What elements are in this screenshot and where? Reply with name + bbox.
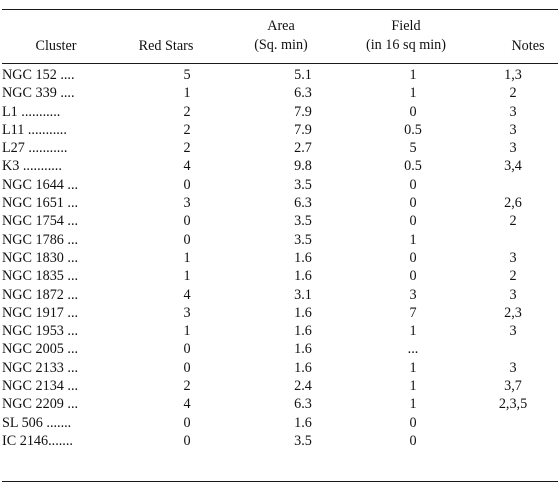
cluster-cell: NGC 1835 ... [2,268,79,285]
red-stars-cell: 3 [183,304,191,321]
area-cell: 3.5 [294,231,312,248]
field-cell: 0 [409,176,417,193]
cluster-cell: NGC 2209 ... [2,396,79,413]
red-stars-cell: 2 [183,103,191,120]
area-cell: 1.6 [294,323,312,340]
field-cell: 1 [409,67,417,83]
table-row [2,231,558,249]
area-cell: 1.6 [294,268,312,285]
field-cell: 0 [409,268,417,285]
cluster-cell: NGC 1651 ... [2,195,79,212]
field-cell: ... [407,341,419,358]
notes-cell: 1,3 [504,67,522,83]
area-cell: 5.1 [294,67,312,83]
notes-cell: 2 [509,213,517,230]
header-red-stars [114,37,218,56]
table-row [2,103,558,121]
table-row [2,212,558,230]
red-stars-cell: 2 [183,121,191,138]
notes-cell [468,414,558,432]
red-stars-cell: 0 [183,213,191,230]
area-cell: 3.1 [294,286,312,303]
cluster-cell: L11 ........... [2,121,67,138]
field-cell: 7 [409,304,417,321]
area-cell: 7.9 [294,121,312,138]
red-stars-cell: 4 [183,286,191,303]
cluster-cell: NGC 2133 ... [2,359,79,376]
red-stars-cell: 3 [183,195,191,212]
cluster-cell: NGC 1953 ... [2,323,79,340]
red-stars-cell: 1 [183,268,191,285]
field-cell: 0 [409,195,417,212]
red-stars-cell: 0 [183,341,191,358]
header-cluster [6,37,106,56]
table-row [2,176,558,194]
red-stars-cell: 1 [183,323,191,340]
notes-cell: 3 [509,103,517,120]
field-cell: 0.5 [404,121,422,138]
cluster-cell: NGC 1786 ... [2,231,79,248]
field-cell: 1 [409,231,417,248]
red-stars-cell: 2 [183,140,191,157]
notes-cell: 3,4 [504,158,522,175]
area-cell: 7.9 [294,103,312,120]
header-area-line1: Area [267,18,295,34]
notes-cell [468,432,558,450]
red-stars-cell: 0 [183,176,191,193]
notes-cell: 2,3,5 [498,396,528,413]
header-rule [2,63,558,64]
bottom-rule [2,481,558,482]
field-cell: 0.5 [404,158,422,175]
field-cell: 1 [409,323,417,340]
table-row [2,157,558,175]
field-cell: 0 [409,249,417,266]
table-row [2,304,558,322]
cluster-cell: NGC 1754 ... [2,213,79,230]
table-row [2,139,558,157]
notes-cell: 3 [509,121,517,138]
field-cell: 5 [409,140,417,157]
cluster-cell: SL 506 ....... [2,414,72,431]
table-row [2,267,558,285]
area-cell: 3.5 [294,432,312,449]
table-row [2,340,558,358]
area-cell: 1.6 [294,304,312,321]
cluster-cell: NGC 1830 ... [2,249,79,266]
notes-cell: 3 [509,359,517,376]
header-field-line1: Field [391,18,421,34]
table-row [2,286,558,304]
field-cell: 0 [409,432,417,449]
field-cell: 1 [409,396,417,413]
field-cell: 0 [409,213,417,230]
cluster-cell: NGC 1872 ... [2,286,79,303]
red-stars-cell: 5 [183,67,191,83]
table-row [2,432,558,450]
cluster-cell: IC 2146....... [2,432,73,449]
header-notes-label: Notes [511,38,545,54]
red-stars-cell: 0 [183,414,191,431]
header-red-stars-label: Red Stars [138,38,194,54]
notes-cell: 2 [509,85,517,102]
red-stars-cell: 0 [183,231,191,248]
cluster-cell: NGC 152 .... [2,67,75,83]
notes-cell: 3 [509,249,517,266]
header-area-line2: (Sq. min) [254,37,308,53]
notes-cell: 3 [509,140,517,157]
table-row [2,377,558,395]
notes-cell [468,176,558,194]
data-table [2,66,558,450]
header-field-line2: (in 16 sq min) [366,37,446,53]
cluster-cell: NGC 339 .... [2,85,75,102]
notes-cell: 2 [509,268,517,285]
field-cell: 1 [409,85,417,102]
notes-cell: 3 [509,286,517,303]
cluster-cell: NGC 1917 ... [2,304,79,321]
field-cell: 3 [409,286,417,303]
area-cell: 3.5 [294,213,312,230]
table-row [2,84,558,102]
notes-cell [468,340,558,358]
header-area [226,17,336,55]
red-stars-cell: 1 [183,249,191,266]
area-cell: 6.3 [294,195,312,212]
area-cell: 2.4 [294,378,312,395]
top-rule [2,9,558,10]
table-row [2,322,558,340]
header-cluster-label: Cluster [35,38,77,54]
red-stars-cell: 2 [183,378,191,395]
table-row [2,121,558,139]
field-cell: 1 [409,359,417,376]
header-field [344,17,468,55]
area-cell: 2.7 [294,140,312,157]
notes-cell: 3,7 [504,378,522,395]
table-row [2,194,558,212]
field-cell: 0 [409,103,417,120]
area-cell: 1.6 [294,341,312,358]
cluster-cell: K3 ........... [2,158,62,175]
table-row [2,359,558,377]
cluster-cell: L27 ........... [2,140,68,157]
table-body [2,66,558,450]
area-cell: 3.5 [294,176,312,193]
area-cell: 6.3 [294,85,312,102]
red-stars-cell: 4 [183,158,191,175]
notes-cell: 3 [509,323,517,340]
cluster-cell: NGC 2134 ... [2,378,79,395]
notes-cell: 2,6 [504,195,522,212]
red-stars-cell: 0 [183,432,191,449]
red-stars-cell: 4 [183,396,191,413]
header-notes [496,37,560,56]
area-cell: 9.8 [294,158,312,175]
field-cell: 1 [409,378,417,395]
notes-cell: 2,3 [504,304,522,321]
red-stars-cell: 1 [183,85,191,102]
area-cell: 1.6 [294,249,312,266]
table-row [2,395,558,413]
area-cell: 1.6 [294,414,312,431]
notes-cell [468,231,558,249]
table-row [2,249,558,267]
table-row [2,414,558,432]
table-row [2,66,558,84]
cluster-cell: NGC 2005 ... [2,341,79,358]
red-stars-cell: 0 [183,359,191,376]
field-cell: 0 [409,414,417,431]
area-cell: 6.3 [294,396,312,413]
cluster-cell: NGC 1644 ... [2,176,79,193]
cluster-cell: L1 ........... [2,103,61,120]
area-cell: 1.6 [294,359,312,376]
